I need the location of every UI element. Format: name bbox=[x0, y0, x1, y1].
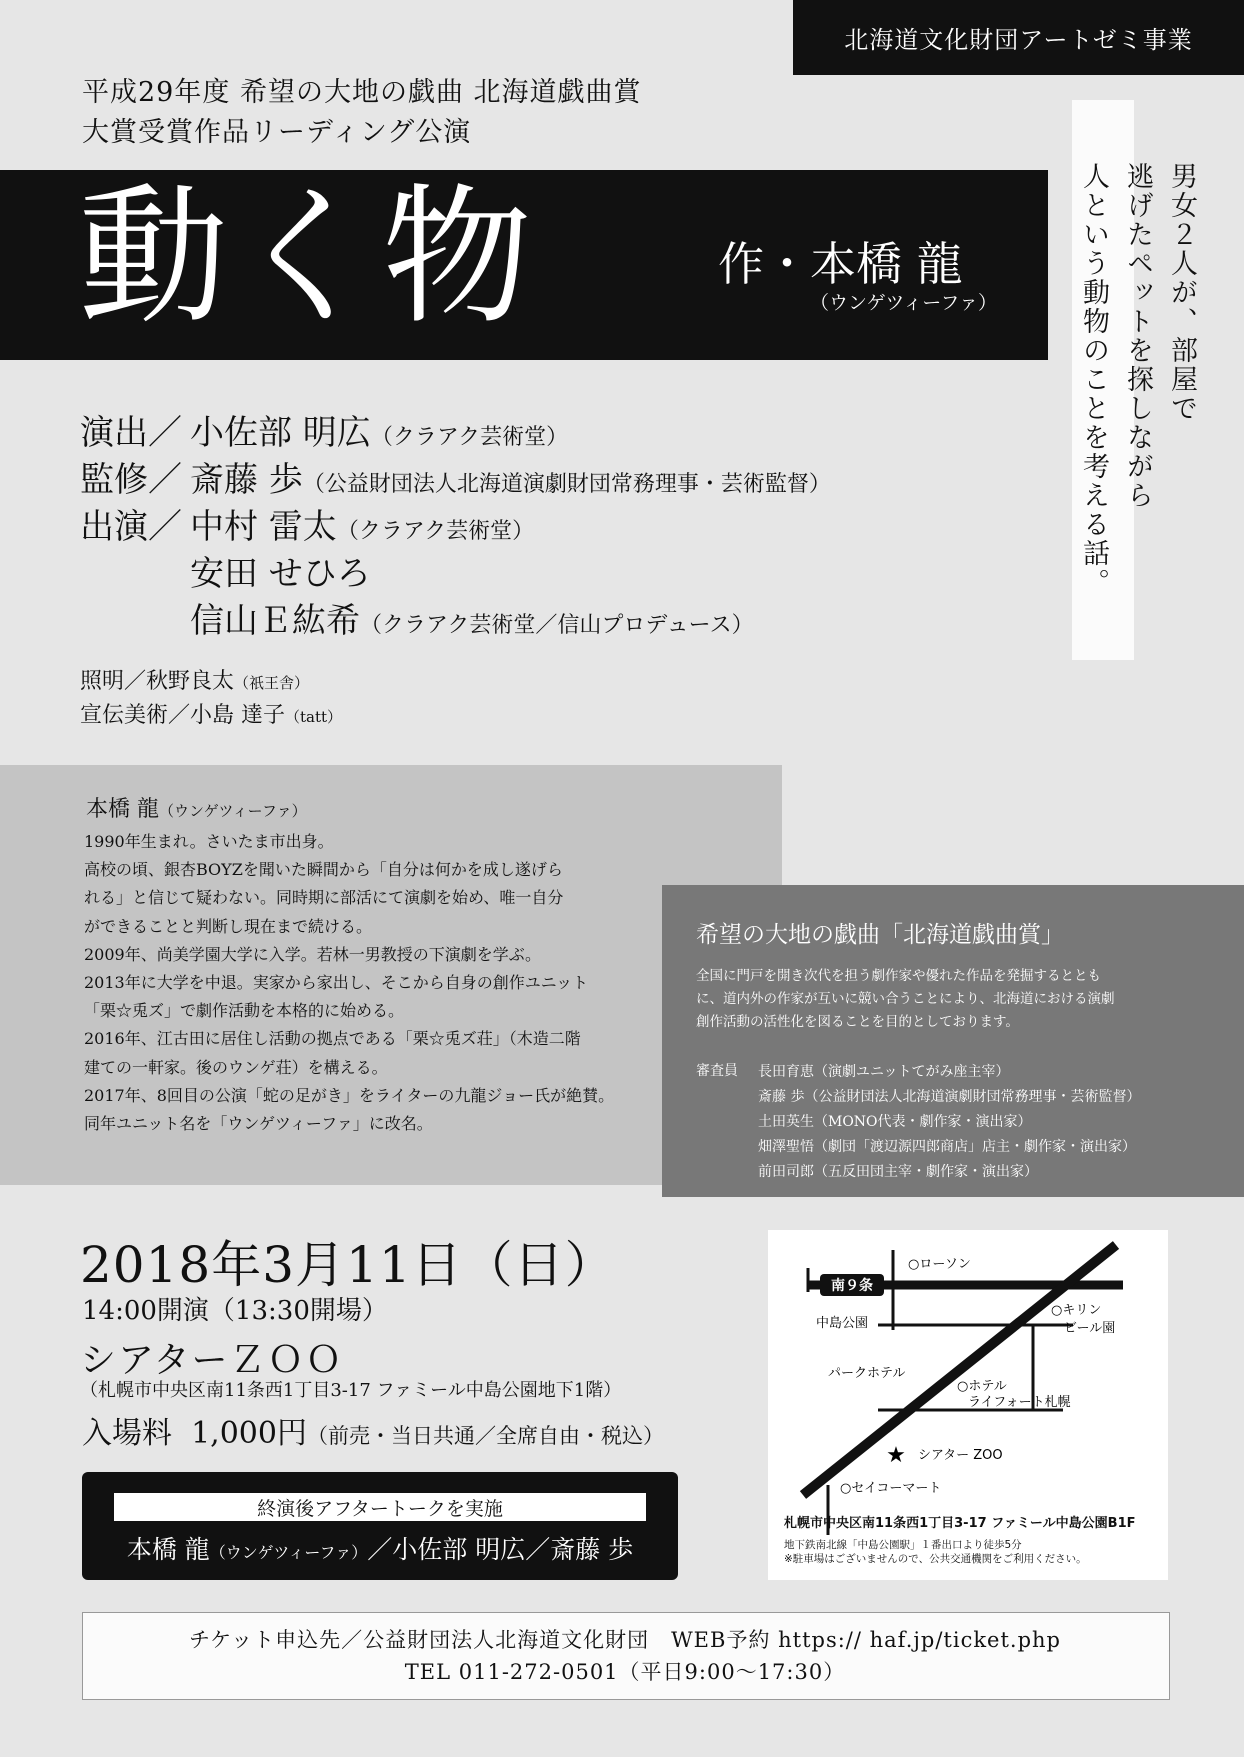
map-address: 札幌市中央区南11条西1丁目3-17 ファミール中島公園B1F bbox=[784, 1516, 1136, 1531]
award-title: 希望の大地の戯曲「北海道戯曲賞」 bbox=[696, 922, 1064, 948]
tagline-line-3: 人という動物のことを考える話。 bbox=[1078, 162, 1109, 597]
heading-line-2: 大賞受賞作品リーディング公演 bbox=[82, 117, 472, 148]
bio-line: 2013年に大学を中退。実家から家出し、そこから自身の創作ユニット bbox=[84, 973, 589, 993]
map-label-theater: シアター ZOO bbox=[918, 1448, 1003, 1463]
tagline-line-1: 男女２人が、部屋で bbox=[1166, 162, 1197, 423]
staff-name: 秋野良太 bbox=[146, 669, 235, 694]
staff-affiliation: （tatt） bbox=[285, 708, 343, 726]
staff-name: 小島 達子 bbox=[190, 703, 286, 728]
credit-name: 中村 雷太 bbox=[190, 507, 337, 547]
credit-cast-3 bbox=[80, 593, 754, 642]
venue-address: （札幌市中央区南11条西1丁目3-17 ファミール中島公園地下1階） bbox=[80, 1380, 622, 1401]
bio-line: 建ての一軒家。後のウンゲ荘）を構える。 bbox=[84, 1057, 388, 1077]
bio-name: 本橋 龍 bbox=[86, 797, 159, 822]
price-note: （前売・当日共通／全席自由・税込） bbox=[306, 1424, 664, 1448]
after-talk-heading: 終演後アフタートークを実施 bbox=[114, 1493, 646, 1521]
map-note-2: ※駐車場はございませんので、公共交通機関をご利用ください。 bbox=[784, 1553, 1087, 1565]
bio-line: 高校の頃、銀杏BOYZを聞いた瞬間から「自分は何かを成し遂げら bbox=[84, 860, 563, 880]
map-label-kirin-2: ビール園 bbox=[1064, 1321, 1116, 1336]
credit-affiliation: （クラアク芸術堂／信山プロデュース） bbox=[360, 613, 754, 638]
map-label-kirin: ○キリン bbox=[1051, 1303, 1102, 1318]
credit-role: 出演／ bbox=[80, 507, 182, 547]
staff-lighting bbox=[80, 664, 309, 695]
award-description bbox=[696, 965, 1216, 1034]
judges-label: 審査員 bbox=[696, 1063, 738, 1079]
talk-guest-name: 本橋 龍 bbox=[126, 1535, 210, 1564]
heading-line-1: 平成29年度 希望の大地の戯曲 北海道戯曲賞 bbox=[82, 77, 642, 108]
judge: 前田司郎（五反田団主宰・劇作家・演出家） bbox=[758, 1164, 1038, 1180]
theater-star-icon: ★ bbox=[886, 1443, 906, 1468]
ticket-contact: チケット申込先／公益財団法人北海道文化財団 WEB予約 https:// haf.jp/ticket.php bbox=[188, 1628, 1062, 1652]
judge: 長田育恵（演劇ユニットてがみ座主宰） bbox=[758, 1064, 1010, 1080]
credit-affiliation: （クラアク芸術堂） bbox=[336, 519, 535, 544]
map-note-1: 地下鉄南北線「中島公園駅」１番出口より徒歩5分 bbox=[784, 1539, 1022, 1551]
judge: 土田英生（MONO代表・劇作家・演出家） bbox=[758, 1114, 1032, 1130]
price-value: 1,000円 bbox=[191, 1416, 307, 1451]
author: 作・本橋 龍 bbox=[718, 237, 963, 291]
credit-affiliation: （公益財団法人北海道演劇財団常務理事・芸術監督） bbox=[302, 472, 831, 497]
award-line: 全国に門戸を開き次代を担う劇作家や優れた作品を発掘するととも bbox=[696, 968, 1101, 984]
bio-reading: （ウンゲツィーファ） bbox=[159, 802, 307, 820]
credit-cast-1 bbox=[80, 499, 534, 548]
judge: 斎藤 歩（公益財団法人北海道演劇財団常務理事・芸術監督） bbox=[758, 1089, 1141, 1105]
venue-name: シアターＺＯＯ bbox=[80, 1340, 344, 1381]
map-notes bbox=[784, 1538, 1087, 1566]
staff-affiliation: （祇王舎） bbox=[234, 674, 310, 692]
credit-name: 安田 せひろ bbox=[190, 554, 371, 594]
ticket-phone: TEL 011-272-0501（平日9:00〜17:30） bbox=[404, 1660, 846, 1684]
after-talk-guests bbox=[82, 1530, 678, 1566]
credit-affiliation: （クラアク芸術堂） bbox=[370, 425, 569, 450]
judges-list bbox=[758, 1060, 1140, 1185]
bio-line: 同年ユニット名を「ウンゲツィーファ」に改名。 bbox=[84, 1114, 433, 1134]
talk-guest-affiliation: （ウンゲツィーファ） bbox=[209, 1543, 368, 1562]
judge: 畑澤聖悟（劇団「渡辺源四郎商店」店主・劇作家・演出家） bbox=[758, 1139, 1136, 1155]
staff-role: 宣伝美術／ bbox=[80, 703, 191, 728]
credit-director bbox=[80, 405, 568, 454]
award-line: に、道内外の作家が互いに競い合うことにより、北海道における演劇 bbox=[696, 991, 1115, 1007]
organizer-banner: 北海道文化財団アートゼミ事業 bbox=[793, 0, 1244, 75]
talk-guest-others: ／小佐部 明広／斎藤 歩 bbox=[367, 1535, 634, 1564]
award-line: 創作活動の活性化を図ることを目的としております。 bbox=[696, 1014, 1019, 1030]
credit-role: 監修／ bbox=[80, 460, 182, 500]
map-label-hotel: ○ホテル bbox=[957, 1379, 1007, 1394]
staff-role: 照明／ bbox=[80, 669, 147, 694]
credit-name: 斎藤 歩 bbox=[190, 460, 303, 500]
credit-name: 小佐部 明広 bbox=[190, 413, 371, 453]
staff-design bbox=[80, 698, 342, 729]
bio-line: れる」と信じて疑わない。同時期に部活にて演劇を始め、唯一自分 bbox=[84, 888, 564, 908]
map-label-parkhotel: パークホテル bbox=[828, 1366, 906, 1381]
play-title: 動く物 bbox=[78, 171, 535, 345]
bio-line: ができることと判断し現在まで続ける。 bbox=[84, 916, 373, 936]
credit-cast-2 bbox=[80, 546, 371, 595]
event-date: 2018年3月11日（日） bbox=[80, 1236, 616, 1294]
map-label-hotel-2: ライフォート札幌 bbox=[968, 1395, 1071, 1410]
map-label-park: 中島公園 bbox=[816, 1316, 869, 1331]
price-label: 入場料 bbox=[82, 1416, 172, 1451]
map-label-street: 南９条 bbox=[831, 1278, 873, 1294]
map-label-seico: ○セイコーマート bbox=[840, 1481, 942, 1496]
map-label-lawson: ○ローソン bbox=[908, 1257, 971, 1272]
author-reading: （ウンゲツィーファ） bbox=[810, 292, 997, 314]
price-info bbox=[82, 1408, 664, 1452]
bio-line: 「栗☆兎ズ」で劇作活動を本格的に始める。 bbox=[84, 1001, 405, 1021]
credit-role: 演出／ bbox=[80, 413, 182, 453]
event-time: 14:00開演（13:30開場） bbox=[82, 1296, 388, 1326]
bio-line: 2017年、8回目の公演「蛇の足がき」をライターの九龍ジョー氏が絶賛。 bbox=[84, 1085, 615, 1105]
bio-heading bbox=[86, 792, 307, 823]
credit-supervisor bbox=[80, 452, 831, 501]
bio-line: 2016年、江古田に居住し活動の拠点である「栗☆兎ズ荘」（木造二階 bbox=[84, 1029, 581, 1049]
bio-line: 1990年生まれ。さいたま市出身。 bbox=[84, 832, 334, 851]
bio-line: 2009年、尚美学園大学に入学。若林一男教授の下演劇を学ぶ。 bbox=[84, 944, 542, 964]
bio-text bbox=[84, 828, 724, 1138]
tagline-line-2: 逃げたペットを探しながら bbox=[1122, 162, 1153, 510]
credit-name: 信山Ｅ紘希 bbox=[190, 601, 360, 641]
